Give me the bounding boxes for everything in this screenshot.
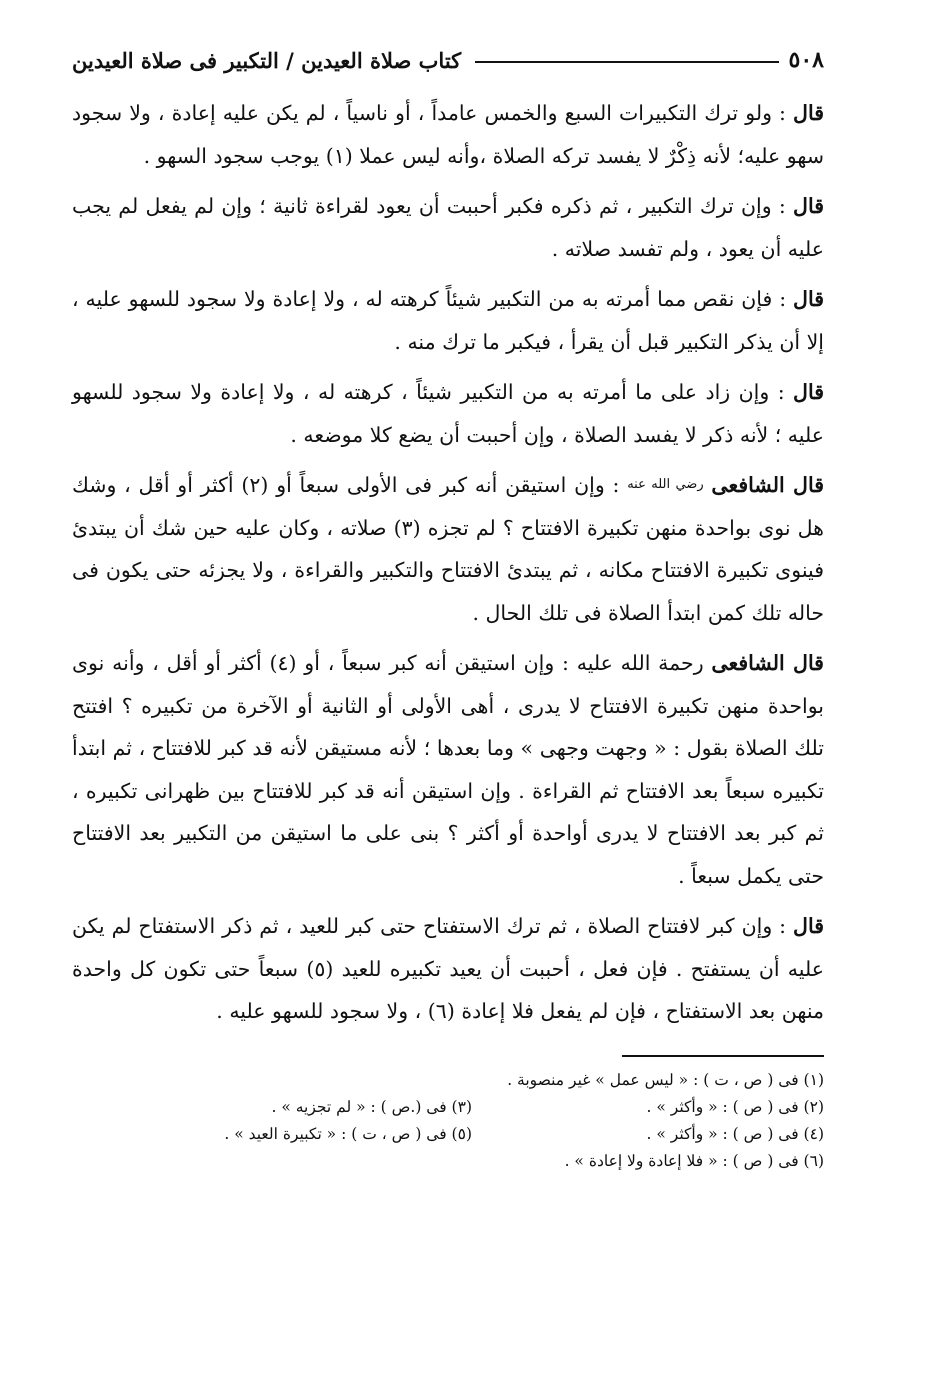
paragraph bbox=[72, 371, 824, 456]
paragraph bbox=[72, 464, 824, 634]
footnote-row bbox=[72, 1094, 824, 1121]
honorific-glyph: رضي الله عنه bbox=[627, 477, 704, 492]
footnote-3: (٣) فى (.ص ) : « لم تجزيه » . bbox=[271, 1097, 472, 1116]
paragraph-lead: قال الشافعى bbox=[711, 473, 824, 497]
footnote-row bbox=[72, 1121, 824, 1148]
book-page bbox=[72, 40, 824, 1175]
paragraph bbox=[72, 905, 824, 1033]
paragraph bbox=[72, 642, 824, 897]
footnote-6: (٦) فى ( ص ) : « فلا إعادة ولا إعادة » . bbox=[564, 1151, 824, 1170]
paragraph-lead: قال bbox=[793, 101, 824, 125]
paragraph-lead: قال bbox=[793, 287, 824, 311]
footnote-4: (٤) فى ( ص ) : « وأكثر » . bbox=[646, 1124, 824, 1143]
paragraph bbox=[72, 278, 824, 363]
footnote-row bbox=[72, 1148, 824, 1175]
footnote-row bbox=[72, 1067, 824, 1094]
running-title: كتاب صلاة العيدين / التكبير فى صلاة العيدين bbox=[72, 47, 462, 73]
footnote-5: (٥) فى ( ص ، ت ) : « تكبيرة العيد » . bbox=[224, 1124, 472, 1143]
page-number: ٥٠٨ bbox=[788, 47, 824, 73]
paragraph-text: : وإن زاد على ما أمرته به من التكبير شيئاً ، كرهته له ، ولا إعادة ولا سجود للسهو عليه ؛ لأنه ذكر لا يفسد الصلاة ، وإن أحببت أن يضع كلا موضعه . bbox=[72, 380, 824, 447]
paragraph-lead: قال bbox=[793, 194, 824, 218]
paragraph-text: : فإن نقص مما أمرته به من التكبير شيئاً كرهته له ، ولا إعادة ولا سجود للسهو عليه ، إلا أن يذكر التكبير قبل أن يقرأ ، فيكبر ما ترك منه . bbox=[72, 287, 824, 354]
paragraph-text: : وإن استيقن أنه كبر فى الأولى سبعاً أو (٢) أكثر أو أقل ، وشك هل نوى بواحدة منهن تكبيرة الافتتاح ؟ لم تجزه (٣) صلاته ، وكان عليه حين شك أن يبتدئ فينوى تكبيرة الافتتاح مكانه ، ثم يبتدئ الافتتاح والتكبير والقراءة ، ولا يجزئه حتى يكون فى حاله تلك كمن ابتدأ الصلاة فى تلك الحال . bbox=[72, 473, 824, 625]
paragraph-text: : وإن ترك التكبير ، ثم ذكره فكبر أحببت أن يعود لقراءة ثانية ؛ وإن لم يفعل لم يجب عليه أن يعود ، ولم تفسد صلاته . bbox=[72, 194, 824, 261]
main-text bbox=[72, 92, 824, 1033]
paragraph-lead: قال الشافعى bbox=[711, 651, 824, 675]
paragraph-text: رحمة الله عليه : وإن استيقن أنه كبر سبعاً ، أو (٤) أكثر أو أقل ، وأنه نوى بواحدة منهن تكبيرة الافتتاح لا يدرى ، أهى الأولى أو الثانية أو الآخرة من تكبيره ؟ افتتح تلك الصلاة بقول : « وجهت وجهى » وما بعدها ؛ لأنه مستيقن لأنه قد كبر للافتتاح ، ثم ابتدأ تكبيره سبعاً بعد الافتتاح ثم القراءة . وإن استيقن أنه قد كبر للافتتاح بين ظهرانى تكبيره ، ثم كبر بعد الافتتاح لا يدرى أواحدة أو أكثر ؟ بنى على ما استيقن من التكبير بعد الافتتاح حتى يكمل سبعاً . bbox=[72, 651, 824, 888]
running-header bbox=[72, 40, 824, 80]
paragraph-text: : وإن كبر لافتتاح الصلاة ، ثم ترك الاستفتاح حتى كبر للعيد ، ثم ذكر الاستفتاح لم يكن عليه أن يستفتح . فإن فعل ، أحببت أن يعيد تكبيره للعيد (٥) سبعاً حتى تكون كل واحدة منهن بعد الاستفتاح ، فإن لم يفعل فلا إعادة (٦) ، ولا سجود للسهو عليه . bbox=[72, 914, 824, 1023]
header-rule bbox=[475, 61, 778, 63]
footnote-rule bbox=[622, 1055, 824, 1057]
paragraph-lead: قال bbox=[793, 914, 824, 938]
paragraph-text: : ولو ترك التكبيرات السبع والخمس عامداً ، أو ناسياً ، لم يكن عليه إعادة ، ولا سجود سهو عليه؛ لأنه ذِكْرٌ لا يفسد تركه الصلاة ،وأنه ليس عملا (١) يوجب سجود السهو . bbox=[72, 101, 824, 168]
footnote-1: (١) فى ( ص ، ت ) : « ليس عمل » غير منصوبة . bbox=[507, 1070, 824, 1089]
paragraph bbox=[72, 185, 824, 270]
footnotes bbox=[72, 1067, 824, 1175]
footnote-2: (٢) فى ( ص ) : « وأكثر » . bbox=[646, 1097, 824, 1116]
paragraph-lead: قال bbox=[793, 380, 824, 404]
paragraph bbox=[72, 92, 824, 177]
